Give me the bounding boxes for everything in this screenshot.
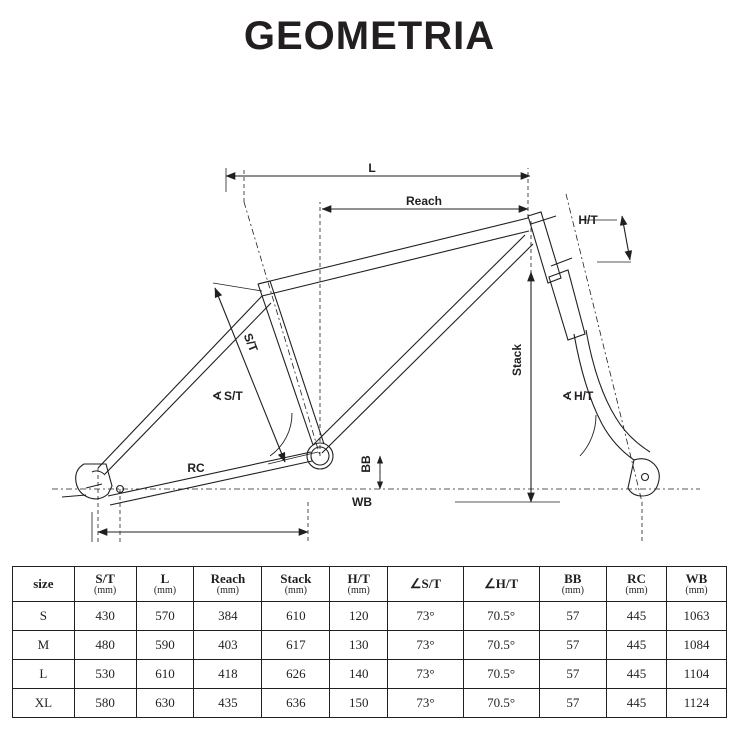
- cell-wheelbase: 1104: [666, 660, 726, 689]
- cell-seat-angle: 73°: [388, 631, 464, 660]
- table-row: [13, 602, 727, 631]
- th-stack-label: Stack: [280, 570, 312, 586]
- front-axle: [642, 474, 649, 481]
- cell-length: 610: [136, 660, 194, 689]
- th-stack-unit: (mm): [284, 584, 307, 596]
- cell-seat-angle: 73°: [388, 660, 464, 689]
- head-tube-centre-line: [566, 194, 642, 502]
- th-bb-drop-unit: (mm): [561, 584, 584, 596]
- cell-stack: 617: [262, 631, 330, 660]
- label-angle-ht: H/T: [574, 389, 594, 403]
- th-head-tube-label: H/T: [347, 570, 370, 586]
- table-header-row: [13, 567, 727, 602]
- head-tube-top-line: [531, 216, 556, 224]
- bike-geometry-drawing: [0, 72, 739, 542]
- down-tube-line-b2: [322, 244, 533, 453]
- th-wheelbase: [666, 567, 726, 602]
- th-reach: [194, 567, 262, 602]
- table-row: [13, 660, 727, 689]
- th-size: [13, 567, 75, 602]
- cell-bb-drop: 57: [539, 660, 607, 689]
- angle-ht-arc: [580, 415, 596, 456]
- head-tube: [528, 212, 561, 283]
- seat-tube-centre-line: [244, 202, 320, 456]
- th-head-angle: [463, 567, 539, 602]
- th-length-label: L: [160, 570, 170, 586]
- th-wheelbase-unit: (mm): [685, 584, 708, 596]
- th-chainstay-label: RC: [627, 570, 646, 586]
- th-wheelbase-label: WB: [685, 570, 708, 586]
- label-reach: Reach: [405, 194, 443, 208]
- rear-dropout: [76, 464, 112, 499]
- cell-bb-drop: 57: [539, 631, 607, 660]
- th-reach-unit: (mm): [216, 584, 239, 596]
- head-tube-bottom-line: [551, 258, 572, 266]
- th-length: [136, 567, 194, 602]
- cell-head-angle: 70.5°: [463, 660, 539, 689]
- cell-length: 630: [136, 689, 194, 718]
- cell-wheelbase: 1063: [666, 602, 726, 631]
- cell-head-angle: 70.5°: [463, 631, 539, 660]
- angle-st-arc: [270, 413, 292, 456]
- seat-tube-line-b: [270, 281, 324, 444]
- seat-stay-b: [104, 303, 271, 475]
- page-title: GEOMETRIA: [243, 14, 496, 58]
- th-head-tube-unit: (mm): [347, 584, 370, 596]
- cell-seat-tube: 480: [74, 631, 136, 660]
- cell-head-tube: 140: [330, 660, 388, 689]
- cell-stack: 610: [262, 602, 330, 631]
- th-length-unit: (mm): [153, 584, 177, 596]
- cell-chainstay: 445: [607, 631, 667, 660]
- cell-bb-drop: 57: [539, 602, 607, 631]
- dim-st-arrow: [215, 288, 285, 462]
- cell-reach: 384: [194, 602, 262, 631]
- th-bb-drop: [539, 567, 607, 602]
- label-ht: H/T: [578, 213, 598, 227]
- cell-bb-drop: 57: [539, 689, 607, 718]
- label-l: L: [368, 161, 376, 175]
- rear-dropout-detail-2: [86, 484, 102, 488]
- cell-seat-angle: 73°: [388, 602, 464, 631]
- cell-head-tube: 130: [330, 631, 388, 660]
- cell-size: M: [13, 631, 75, 660]
- cell-length: 570: [136, 602, 194, 631]
- th-seat-tube: [74, 567, 136, 602]
- cell-size: XL: [13, 689, 75, 718]
- th-seat-angle: [388, 567, 464, 602]
- fork-leg-b: [586, 330, 650, 452]
- th-size-label: size: [33, 576, 54, 592]
- label-stack: Stack: [510, 343, 524, 377]
- dim-st-ext-top: [213, 283, 262, 291]
- th-head-tube: [330, 567, 388, 602]
- th-bb-drop-label: BB: [564, 570, 582, 586]
- cell-reach: 418: [194, 660, 262, 689]
- label-bb: BB: [359, 455, 373, 473]
- cell-seat-angle: 73°: [388, 689, 464, 718]
- th-seat-tube-label: S/T: [95, 570, 115, 586]
- table-row: [13, 689, 727, 718]
- cell-size: L: [13, 660, 75, 689]
- cell-reach: 435: [194, 689, 262, 718]
- label-rc: RC: [187, 461, 205, 475]
- cell-chainstay: 445: [607, 689, 667, 718]
- top-tube-line-a: [258, 218, 528, 284]
- label-st: S/T: [240, 331, 261, 354]
- cell-seat-tube: 580: [74, 689, 136, 718]
- seat-stay-a: [98, 296, 262, 468]
- th-head-angle-label: ∠H/T: [484, 576, 519, 592]
- label-angle-ht-symbol: ∢: [562, 389, 573, 403]
- th-reach-label: Reach: [210, 570, 246, 586]
- front-dropout: [628, 459, 659, 496]
- label-angle-st: S/T: [224, 389, 243, 403]
- label-wb: WB: [352, 495, 372, 509]
- table-row: [13, 631, 727, 660]
- cell-head-tube: 150: [330, 689, 388, 718]
- dim-st-ext-bottom: [268, 452, 318, 464]
- label-angle-st-symbol: ∢: [212, 389, 223, 403]
- cell-size: S: [13, 602, 75, 631]
- th-seat-tube-unit: (mm): [94, 584, 117, 596]
- cell-seat-tube: 430: [74, 602, 136, 631]
- down-tube-line-a2: [313, 235, 525, 445]
- top-tube-line-b: [262, 231, 529, 296]
- cell-seat-tube: 530: [74, 660, 136, 689]
- cell-wheelbase: 1124: [666, 689, 726, 718]
- geometry-table: [12, 566, 727, 718]
- cell-wheelbase: 1084: [666, 631, 726, 660]
- cell-stack: 626: [262, 660, 330, 689]
- cell-chainstay: 445: [607, 660, 667, 689]
- chain-stay-b: [110, 461, 312, 505]
- dim-ht-arrow: [622, 216, 630, 260]
- cell-reach: 403: [194, 631, 262, 660]
- cell-head-angle: 70.5°: [463, 689, 539, 718]
- cell-chainstay: 445: [607, 602, 667, 631]
- th-stack: [262, 567, 330, 602]
- th-seat-angle-label: ∠S/T: [409, 576, 442, 592]
- th-chainstay-unit: (mm): [625, 584, 648, 596]
- th-chainstay: [607, 567, 667, 602]
- cell-head-tube: 120: [330, 602, 388, 631]
- rear-dropout-detail-3: [62, 495, 86, 497]
- cell-stack: 636: [262, 689, 330, 718]
- cell-head-angle: 70.5°: [463, 602, 539, 631]
- cell-length: 590: [136, 631, 194, 660]
